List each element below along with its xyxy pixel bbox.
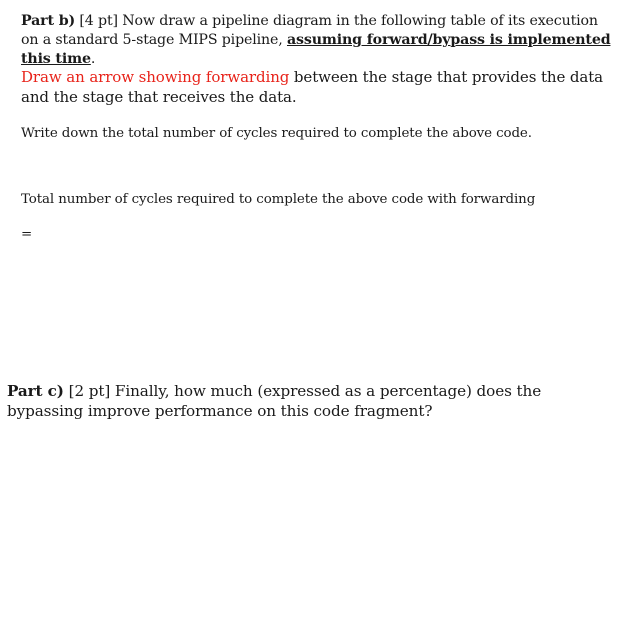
arrow-instruction-rest: between the stage that provides the data and the stage that receives the data. bbox=[21, 68, 604, 106]
write-down-instruction: Write down the total number of cycles required to complete the above code. bbox=[21, 126, 532, 141]
part-c-label: Part c) bbox=[7, 382, 64, 400]
part-c-question bbox=[7, 381, 607, 421]
equals-sign: = bbox=[21, 227, 33, 242]
part-b-question bbox=[21, 12, 611, 69]
arrow-instruction-highlight: Draw an arrow showing forwarding bbox=[21, 68, 290, 86]
part-b-points: [4 pt] bbox=[75, 13, 123, 29]
total-cycles-label: Total number of cycles required to complete the above code with forwarding bbox=[21, 192, 536, 207]
part-b-text: Now draw a pipeline diagram in the following table of its execution on a standard 5-stage MIPS pipeline, bbox=[21, 13, 598, 48]
part-b-label: Part b) bbox=[21, 13, 76, 29]
arrow-instruction bbox=[21, 67, 611, 107]
part-c-points: [2 pt] bbox=[63, 382, 115, 400]
part-b-emphasis: assuming forward/bypass is implemented this time bbox=[21, 32, 611, 67]
part-b-period: . bbox=[90, 51, 96, 67]
part-c-text: Finally, how much (expressed as a percentage) does the bypassing improve performance on this code fragment? bbox=[7, 382, 542, 420]
